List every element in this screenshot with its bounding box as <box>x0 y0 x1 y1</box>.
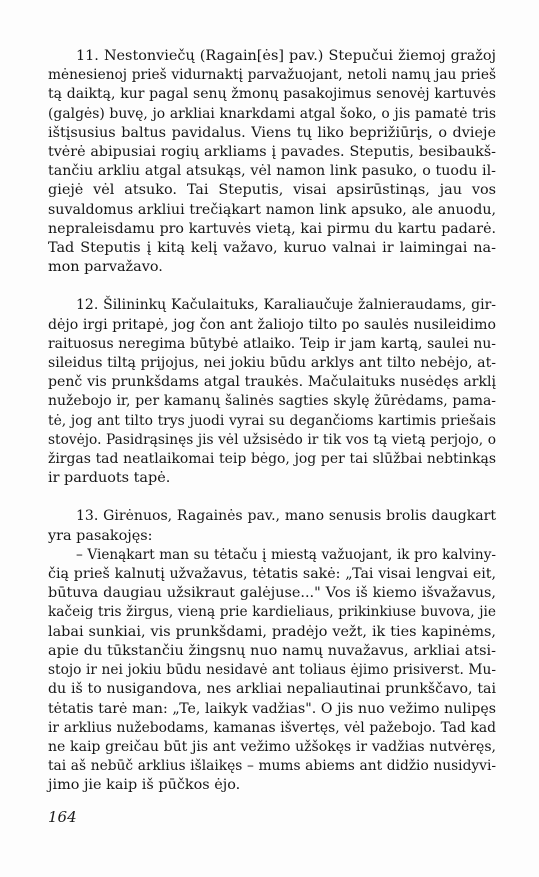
text-line: žirgas tad neatlaikomai teip bėgo, jog per tai slūžbai nebtinkąs <box>48 451 496 468</box>
text-line: ir arklius nužebodams, kamanas išvertęs, vėl pažebojo. Tad kad <box>48 719 496 736</box>
text-line: raituosus neregima būtybė atlaiko. Teip ir jam kartą, saulei nu- <box>48 335 496 352</box>
paragraph-gap <box>48 488 496 507</box>
text-line: sileidus tiltą prijojus, nei jokiu būdu arklys ant tilto nebėjo, at- <box>48 355 496 372</box>
text-line: giejė vėl atsuko. Tai Steputis, visai apsirūstinąs, jau vos <box>48 182 496 199</box>
text-line: apie du tūkstančiu žingsnų nuo namų nuvažavus, arkliai atsi- <box>48 642 496 659</box>
text-line: tėtatis tarė man: „Te, laikyk vadžias". O jis nuo vežimo nulipęs <box>48 700 496 717</box>
text-line: 11. Nestonviečų (Ragain[ės] pav.) Stepučui žiemoj gražoj <box>76 48 496 64</box>
text-line: ne kaip greičau būt jis ant vežimo užšokęs ir vadžias nutvėręs, <box>48 738 496 755</box>
paragraph-12 <box>48 296 496 488</box>
text-line: tvėrė abipusiai rogių arkliams į pavades. Steputis, besibaukš- <box>48 144 496 161</box>
text-line: kačeig tris žirgus, vieną prie kardieliaus, prikinkiuse buvova, jie <box>48 604 496 621</box>
text-line: penč vis prunkšdams atgal traukės. Mačulaituks nusėdęs arklį <box>48 374 496 391</box>
paragraph-11 <box>48 47 496 277</box>
text-line: – Vienąkart man su tėtaču į miestą važuojant, ik pro kalviny- <box>76 546 496 563</box>
text-line: nužebojo ir, per kamanų šalinės sagties skylę žūrėdams, pama- <box>48 393 496 410</box>
text-line: tė, jog ant tilto trys juodi vyrai su degančioms kartimis priešais <box>48 412 496 429</box>
text-line: (galgės) buvę, jo arkliai knarkdami atgal šoko, o jis pamatė tris <box>48 105 496 122</box>
text-line: 13. Girėnuos, Ragainės pav., mano senusis brolis daugkart <box>76 508 496 525</box>
text-line: dėjo irgi pritapė, jog čon ant žaliojo tilto po saulės nusileidimo <box>48 316 496 333</box>
text-line: mėnesienoj prieš vidurnaktį parvažuojant, netoli namų jau prieš <box>48 67 496 84</box>
text-line: tą daiktą, kur pagal senų žmonų pasakojimus senovėj kartuvės <box>48 86 496 103</box>
text-line: jimo jie kaip iš pūčkos ėjo. <box>48 777 241 794</box>
page-text <box>48 47 496 796</box>
text-line: tai aš nebūč arklius išlaikęs – mums abiems ant didžio nusidyvi- <box>48 758 496 775</box>
text-line: 12. Šilininkų Kačulaituks, Karaliaučuje žalnieraudams, gir- <box>76 297 496 314</box>
text-line: tančiu arkliu atgal atsukąs, vėl namon link pasuko, o tuodu il- <box>48 163 496 180</box>
paragraph-13-quote <box>48 546 496 796</box>
text-line: ir parduots tapė. <box>48 470 171 487</box>
text-line: yra pasakojęs: <box>48 527 153 544</box>
paragraph-gap <box>48 277 496 296</box>
text-line: stojo ir nei jokiu būdu nesidavė ant toliaus ėjimo prisiverst. Mu- <box>48 662 496 679</box>
page-number: 164 <box>48 808 77 826</box>
text-line: mon parvažavo. <box>48 259 163 276</box>
text-line: suvaldomus arkliui trečiąkart namon link apsuko, ale anuodu, <box>48 201 496 218</box>
text-line: čią prieš kalnutį užvažavus, tėtatis sakė: „Tai visai lengvai eit, <box>48 566 496 583</box>
text-line: būtuva daugiau užsikraut galėjuse..." Vos iš kiemo išvažavus, <box>48 585 496 602</box>
paragraph-13 <box>48 507 496 545</box>
text-line: ištįsusius baltus pavidalus. Viens tų liko beprižiūrįs, o dvieje <box>48 124 496 141</box>
text-line: labai sunkiai, vis prunkšdami, pradėjo vežt, ik ties kapinėms, <box>48 623 496 640</box>
text-line: Tad Steputis į kitą kelį važavo, kuruo valnai ir laimingai na- <box>48 240 496 257</box>
text-line: nepraleisdamu pro kartuvės vietą, kai pirmu du kartu padarė. <box>48 220 496 237</box>
text-line: du iš to nusigandova, nes arkliai nepaliautinai prunkščavo, tai <box>48 681 496 698</box>
text-line: stovėjo. Pasidrąsinęs jis vėl užsisėdo ir tik vos tą vietą perjojo, o <box>48 431 496 448</box>
